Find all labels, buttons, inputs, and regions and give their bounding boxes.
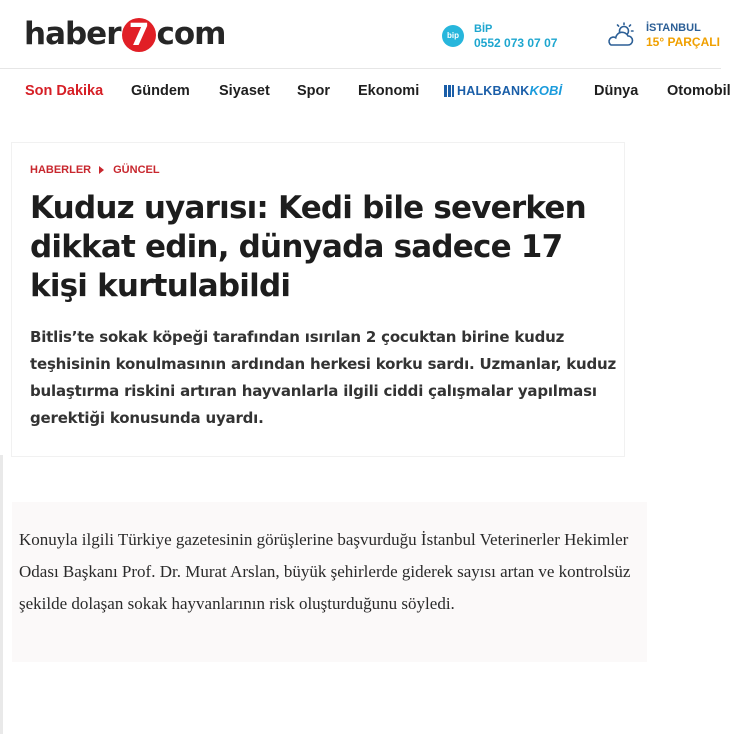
nav-item-ekonomi[interactable]: Ekonomi (358, 83, 420, 99)
left-edge-strip (0, 455, 3, 734)
bip-contact[interactable] (442, 22, 557, 50)
weather-widget[interactable] (606, 21, 720, 49)
site-logo[interactable] (24, 14, 225, 54)
top-header (0, 0, 721, 68)
article-headline: Kuduz uyarısı: Kedi bile severken dikkat edin, dünyada sadece 17 kişi kurtulabildi (30, 190, 586, 304)
nav-item-spor[interactable]: Spor (297, 83, 331, 99)
article-paragraph: Konuyla ilgili Türkiye gazetesinin görüşlerine başvurduğu İstanbul Veterinerler Hekimler Odası Başkanı Prof. Dr. Murat Arslan, büyük şehirlerde giderek sayısı artan ve kontrolsüz şekilde dolaşan sokak hayvanlarının risk oluşturduğunu söyledi. (19, 530, 631, 613)
nav-item-otomobil[interactable]: Otomobil (667, 83, 731, 99)
partly-cloudy-icon (606, 22, 638, 48)
bip-phone-number: 0552 073 07 07 (474, 36, 558, 50)
nav-item-siyaset[interactable]: Siyaset (219, 83, 270, 99)
halkbank-name: HALKBANK (457, 84, 530, 98)
article-spot: Bitlis’te sokak köpeği tarafından ısırılan 2 çocuktan birine kuduz teşhisinin konulmasının ardından herkesi korku sardı. Uzmanlar, kuduz bulaştırma riskini artıran hayvanlarla ilgili ciddi çalışmalar yapılması gerektiği konusunda uyardı. (30, 328, 617, 427)
breadcrumb-haberler[interactable]: HABERLER (30, 164, 92, 176)
logo-text-com: com (156, 16, 226, 52)
nav-item-son-dakika[interactable]: Son Dakika (25, 83, 104, 99)
breadcrumb (30, 164, 160, 176)
article-header-card (12, 143, 624, 456)
bip-icon: bip (442, 25, 464, 47)
halkbank-kobi: KOBİ (529, 83, 562, 98)
logo-seven-badge: 7 (122, 18, 156, 52)
bip-label: BİP (474, 23, 493, 35)
nav-item-dunya[interactable]: Dünya (594, 83, 639, 99)
weather-city: İSTANBUL (646, 22, 701, 34)
weather-text (646, 21, 720, 49)
weather-condition: 15° PARÇALI (646, 35, 720, 49)
logo-text-haber: haber (24, 16, 121, 52)
main-nav (0, 68, 731, 114)
breadcrumb-guncel[interactable]: GÜNCEL (113, 164, 160, 176)
nav-item-gundem[interactable]: Gündem (131, 83, 190, 99)
halkbank-logo-icon (444, 85, 454, 97)
nav-item-halkbank-kobi[interactable] (444, 69, 562, 113)
breadcrumb-arrow-icon (99, 166, 104, 174)
article-body (12, 502, 647, 662)
bip-text (474, 22, 557, 50)
